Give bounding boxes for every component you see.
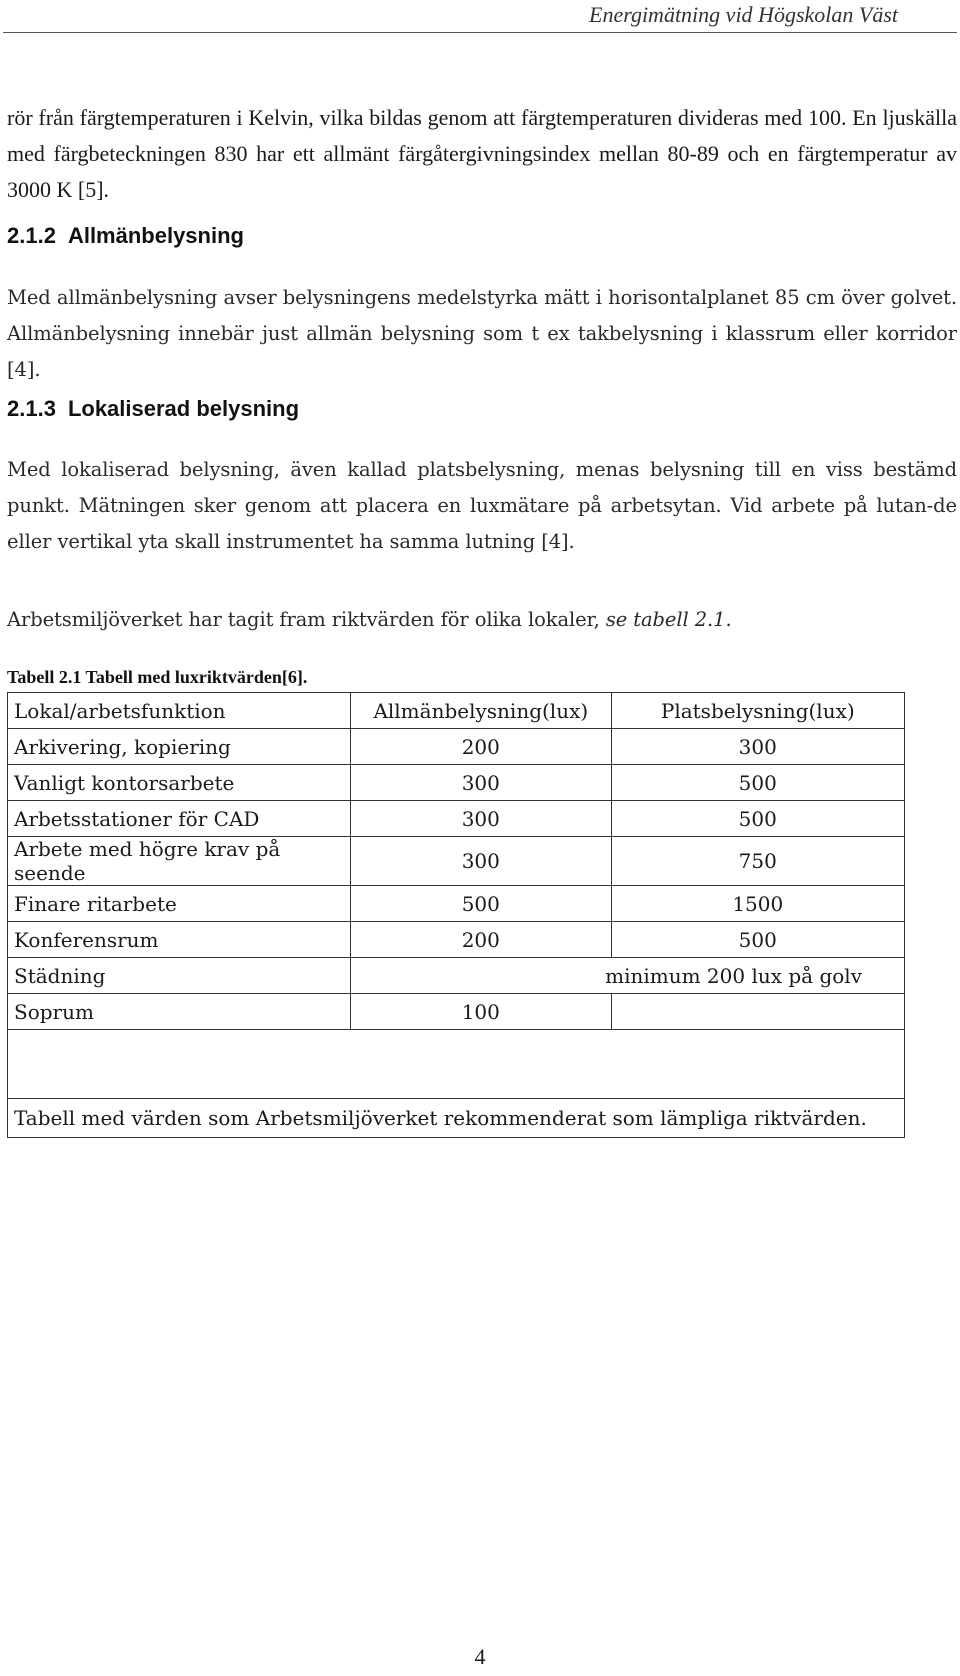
intro-paragraph: rör från färgtemperaturen i Kelvin, vilka bildas genom att färgtemperaturen divideras med 100. En ljuskälla med färgbeteckningen 830 har ett allmänt färgåtergivningsindex mellan 80-89 och en färgtemperatur av 3000 K [5]. bbox=[7, 105, 957, 202]
table-reference-link[interactable]: se tabell 2.1. bbox=[605, 608, 732, 631]
cell-platsbelysning: 500 bbox=[611, 922, 904, 958]
page-number: 4 bbox=[474, 1644, 486, 1669]
table-caption: Tabell 2.1 Tabell med luxriktvärden[6]. bbox=[7, 667, 308, 687]
reference-paragraph bbox=[7, 602, 957, 638]
table-row-soprum bbox=[8, 994, 905, 1030]
table-row bbox=[8, 729, 905, 765]
running-header-title: Energimätning vid Högskolan Väst bbox=[589, 2, 898, 27]
table-row bbox=[8, 801, 905, 837]
allmanbelysning-paragraph: Med allmänbelysning avser belysningens medelstyrka mätt i horisontalplanet 85 cm över golvet. Allmänbelysning innebär just allmän belysning som t ex takbelysning i klassrum eller korridor [4]. bbox=[7, 286, 957, 381]
cell-allmanbelysning: 300 bbox=[351, 837, 611, 886]
header-cell-allmanbelysning: Allmänbelysning(lux) bbox=[351, 693, 611, 729]
cell-lokal: Soprum bbox=[8, 994, 351, 1030]
reference-sentence: Arbetsmiljöverket har tagit fram riktvärden för olika lokaler, bbox=[7, 608, 606, 631]
header-divider bbox=[3, 32, 957, 33]
cell-allmanbelysning: 200 bbox=[351, 729, 611, 765]
section-title: Allmänbelysning bbox=[67, 223, 244, 248]
cell-platsbelysning: 1500 bbox=[611, 886, 904, 922]
cell-lokal: Städning bbox=[8, 958, 351, 994]
table-row bbox=[8, 886, 905, 922]
table-header-row bbox=[8, 693, 905, 729]
header-cell-platsbelysning: Platsbelysning(lux) bbox=[611, 693, 904, 729]
header-cell-lokal: Lokal/arbetsfunktion bbox=[8, 693, 351, 729]
section-number: 2.1.3 bbox=[7, 396, 56, 421]
section-title: Lokaliserad belysning bbox=[67, 396, 300, 421]
cell-platsbelysning: 500 bbox=[611, 801, 904, 837]
cell-platsbelysning bbox=[611, 994, 904, 1030]
cell-platsbelysning: 500 bbox=[611, 765, 904, 801]
cell-allmanbelysning: 500 bbox=[351, 886, 611, 922]
cell-allmanbelysning: 300 bbox=[351, 765, 611, 801]
cell-lokal: Arkivering, kopiering bbox=[8, 729, 351, 765]
table-row-stadning bbox=[8, 958, 905, 994]
table-row bbox=[8, 922, 905, 958]
cell-allmanbelysning: 200 bbox=[351, 922, 611, 958]
cell-platsbelysning: 750 bbox=[611, 837, 904, 886]
section-heading-allmanbelysning bbox=[7, 221, 244, 251]
cell-allmanbelysning: 300 bbox=[351, 801, 611, 837]
section-number: 2.1.2 bbox=[7, 223, 56, 248]
cell-lokal: Vanligt kontorsarbete bbox=[8, 765, 351, 801]
lux-guideline-table bbox=[7, 692, 905, 1138]
cell-lokal: Arbete med högre krav på seende bbox=[8, 837, 351, 886]
lokaliserad-belysning-paragraph: Med lokaliserad belysning, även kallad platsbelysning, menas belysning till en viss bestämd punkt. Mätningen sker genom att placera en luxmätare på arbetsytan. Vid arbete på lutan-de eller vertikal yta skall instrumentet ha samma lutning [4]. bbox=[7, 458, 957, 553]
cell-lokal: Arbetsstationer för CAD bbox=[8, 801, 351, 837]
cell-lokal: Konferensrum bbox=[8, 922, 351, 958]
cell-lokal: Finare ritarbete bbox=[8, 886, 351, 922]
cell-stadning-minimum: minimum 200 lux på golv bbox=[351, 958, 905, 994]
table-row bbox=[8, 837, 905, 886]
spacer-cell bbox=[8, 1030, 905, 1099]
cell-platsbelysning: 300 bbox=[611, 729, 904, 765]
table-row bbox=[8, 765, 905, 801]
table-spacer-row bbox=[8, 1030, 905, 1099]
cell-allmanbelysning: 100 bbox=[351, 994, 611, 1030]
section-heading-lokaliserad-belysning bbox=[7, 394, 299, 424]
table-footnote-row bbox=[8, 1099, 905, 1138]
table-footnote: Tabell med värden som Arbetsmiljöverket rekommenderat som lämpliga riktvärden. bbox=[8, 1099, 905, 1138]
